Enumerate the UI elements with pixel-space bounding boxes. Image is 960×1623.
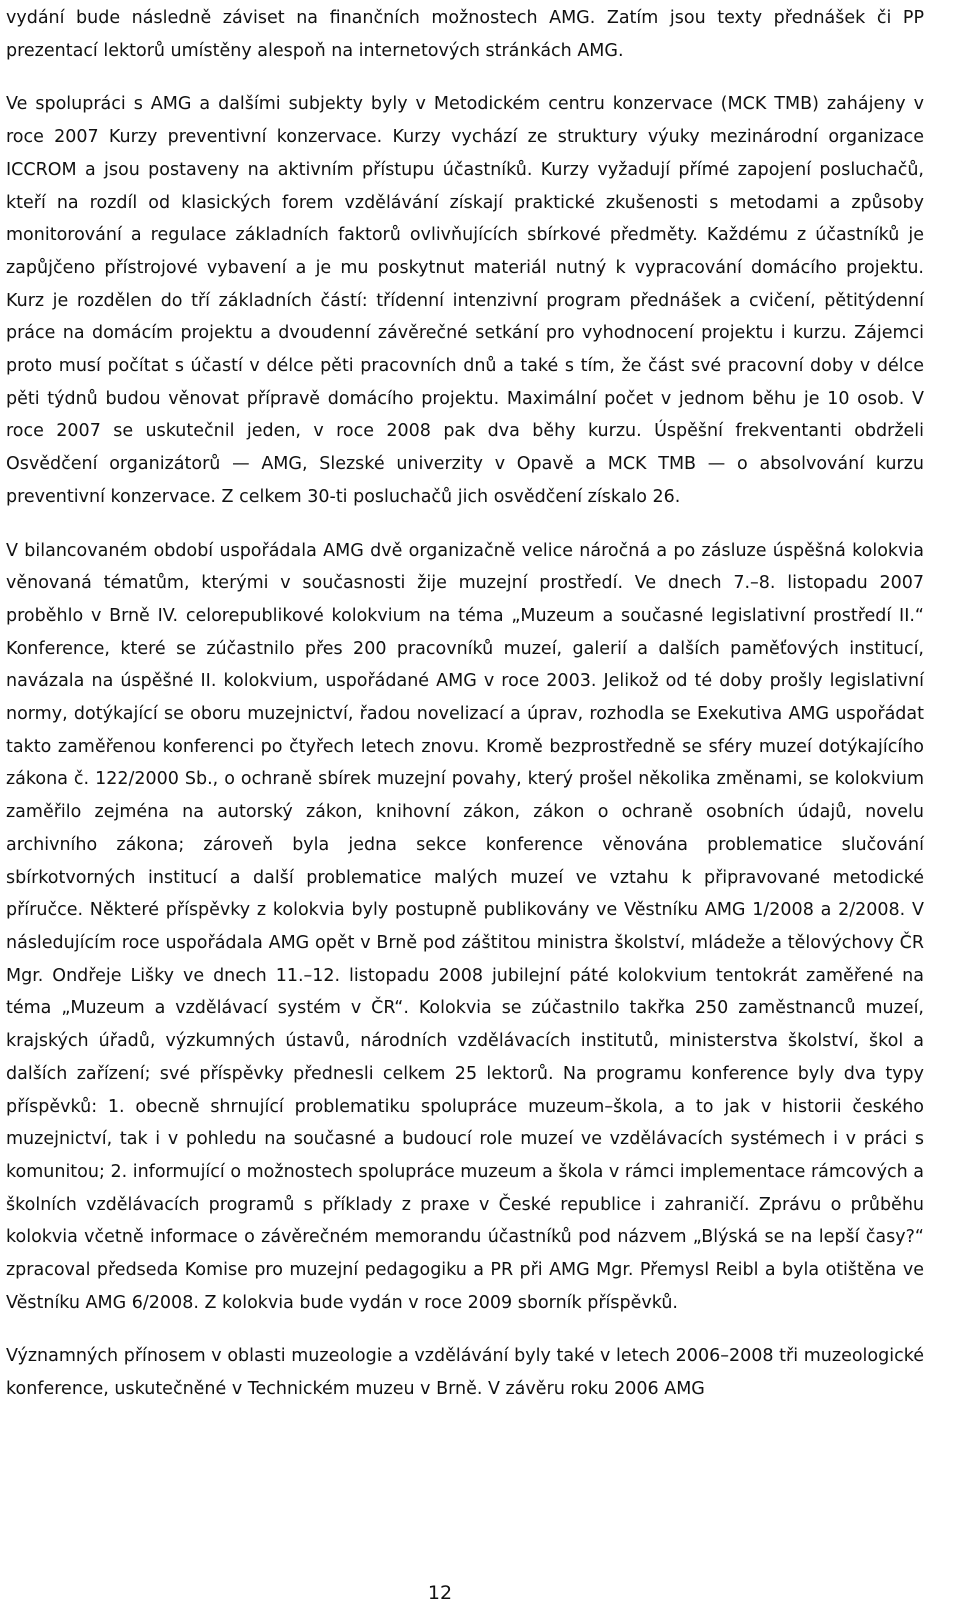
paragraph-conservation-courses: Ve spolupráci s AMG a dalšími subjekty byly v Metodickém centru konzervace (MCK TMB) zahájeny v roce 2007 Kurzy preventivní konzervace. Kurzy vychází ze struktury výuky mezinárodní organizace ICCROM a jsou postaveny na aktivním přístupu účastníků. Kurzy vyžadují přímé zapojení posluchačů, kteří na rozdíl od klasických forem vzdělávání získají praktické zkušenosti s metodami a způsoby monitorování a regulace základních faktorů ovlivňujících sbírkové předměty. Každému z účastníků je zapůjčeno přístrojové vybavení a je mu poskytnut materiál nutný k vypracování domácího projektu. Kurz je rozdělen do tří základních částí: třídenní intenzivní program přednášek a cvičení, pětitýdenní práce na domácím projektu a dvoudenní závěrečné setkání pro vyhodnocení projektu i kurzu. Zájemci proto musí počítat s účastí v délce pěti pracovních dnů a také s tím, že část své pracovní doby v délce pěti týdnů budou věnovat přípravě domácího projektu. Maximální počet v jednom běhu je 10 osob. V roce 2007 se uskutečnil jeden, v roce 2008 pak dva běhy kurzu. Úspěšní frekventanti obdrželi Osvědčení organizátorů — AMG, Slezské univerzity v Opavě a MCK TMB — o absolvování kurzu preventivní konzervace. Z celkem 30-ti posluchačů jich osvědčení získalo 26.: [6, 94, 924, 507]
paragraph-publication-note: vydání bude následně záviset na finančních možnostech AMG. Zatím jsou texty přednášek či PP prezentací lektorů umístěny alespoň na internetových stránkách AMG.: [6, 8, 924, 61]
paragraph-colloquia: V bilancovaném období uspořádala AMG dvě organizačně velice náročná a po zásluze úspěšná kolokvia věnovaná tématům, kterými v současnosti žije muzejní prostředí. Ve dnech 7.–8. listopadu 2007 proběhlo v Brně IV. celorepublikové kolokvium na téma „Muzeum a současné legislativní prostředí II.“ Konference, které se zúčastnilo přes 200 pracovníků muzeí, galerií a dalších paměťových institucí, navázala na úspěšné II. kolokvium, uspořádané AMG v roce 2003. Jelikož od té doby prošly legislativní normy, dotýkající se oboru muzejnictví, řadou novelizací a úprav, rozhodla se Exekutiva AMG uspořádat takto zaměřenou konferenci po čtyřech letech znovu. Kromě bezprostředně se sféry muzeí dotýkajícího zákona č. 122/2000 Sb., o ochraně sbírek muzejní povahy, který prošel několika změnami, se kolokvium zaměřilo zejména na autorský zákon, knihovní zákon, zákon o ochraně osobních údajů, novelu archivního zákona; zároveň byla jedna sekce konference věnována problematice slučování sbírkotvorných institucí a další problematice malých muzeí ve vztahu k připravované metodické příručce. Některé příspěvky z kolokvia byly postupně publikovány ve Věstníku AMG 1/2008 a 2/2008. V následujícím roce uspořádala AMG opět v Brně pod záštitou ministra školství, mládeže a tělovýchovy ČR Mgr. Ondřeje Lišky ve dnech 11.–12. listopadu 2008 jubilejní páté kolokvium tentokrát zaměřené na téma „Muzeum a vzdělávací systém v ČR“. Kolokvia se zúčastnilo takřka 250 zaměstnanců muzeí, krajských úřadů, výzkumných ústavů, národních vzdělávacích institutů, ministerstva školství, škol a dalších zařízení; své příspěvky přednesli celkem 25 lektorů. Na programu konference byly dva typy příspěvků: 1. obecně shrnující problematiku spolupráce muzeum–škola, a to jak v historii českého muzejnictví, tak i v pohledu na současné a budoucí role muzeí ve vzdělávacích systémech i v práci s komunitou; 2. informující o možnostech spolupráce muzeum a škola v rámci implementace rámcových a školních vzdělávacích programů s příklady z praxe v České republice i zahraničí. Zprávu o průběhu kolokvia včetně informace o závěrečném memorandu účastníků pod názvem „Blýská se na lepší časy?“ zpracoval předseda Komise pro muzejní pedagogiku a PR při AMG Mgr. Přemysl Reibl a byla otištěna ve Věstníku AMG 6/2008. Z kolokvia bude vydán v roce 2009 sborník příspěvků.: [6, 540, 924, 1313]
paragraph-museology-conferences: Významných přínosem v oblasti muzeologie a vzdělávání byly také v letech 2006–2008 tři muzeologické konference, uskutečněné v Technickém muzeu v Brně. V závěru roku 2006 AMG: [6, 1346, 924, 1400]
page-number: 12: [427, 1582, 453, 1604]
